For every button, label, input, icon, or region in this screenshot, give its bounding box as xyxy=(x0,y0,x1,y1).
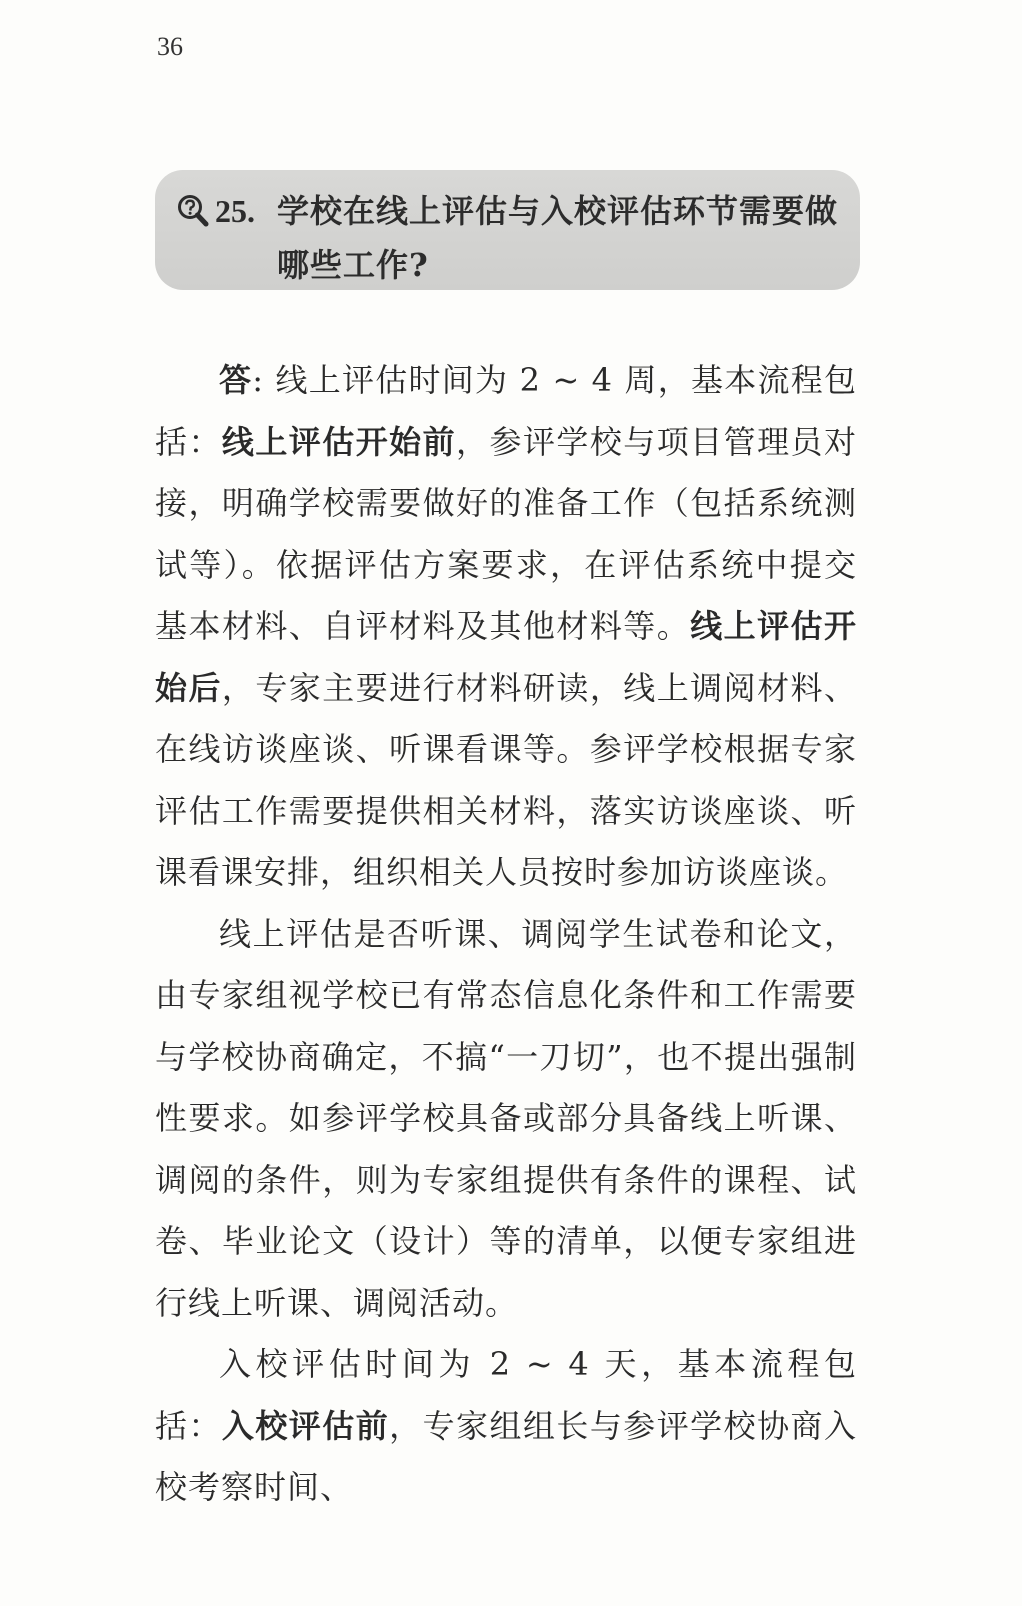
question-magnifier-icon xyxy=(177,184,215,238)
online-before-label: 线上评估开始前 xyxy=(221,422,457,461)
question-heading-box xyxy=(155,170,860,290)
paragraph-2-text: 线上评估是否听课、调阅学生试卷和论文，由专家组视学校已有常态信息化条件和工作需要与学校协商确定，不搞“一刀切”，也不提出强制性要求。如参评学校具备或部分具备线上听课、调阅的条件，则为专家组提供有条件的课程、试卷、毕业论文（设计）等的清单，以便专家组进行线上听课、调阅活动。 xyxy=(155,914,857,1322)
answer-body xyxy=(155,350,857,1519)
online-after-label: 线上评估开始后 xyxy=(155,607,857,707)
paragraph-2 xyxy=(155,904,857,1335)
paragraph-1-text-1: : 线上评估时间为 2 ~ 4 周，基本流程包括： xyxy=(155,361,857,461)
question-number: 25. xyxy=(215,193,255,229)
page-number: 36 xyxy=(157,32,183,61)
answer-label: 答 xyxy=(219,361,253,399)
paragraph-3 xyxy=(155,1334,857,1519)
campus-before-label: 入校评估前 xyxy=(221,1406,390,1445)
paragraph-3-text-1: 入校评估时间为 2 ~ 4 天，基本流程包括： xyxy=(155,1345,857,1445)
paragraph-3-text-2: ，专家组组长与参评学校协商入校考察时间、 xyxy=(155,1406,857,1506)
paragraph-1-text-3: ，专家主要进行材料研读，线上调阅材料、在线访谈座谈、听课看课等。参评学校根据专家评估工作需要提供相关材料，落实访谈座谈、听课看课安排，组织相关人员按时参加访谈座谈。 xyxy=(155,668,857,891)
paragraph-1 xyxy=(155,350,857,904)
paragraph-1-text-2: ，参评学校与项目管理员对接，明确学校需要做好的准备工作（包括系统测试等）。依据评估方案要求，在评估系统中提交基本材料、自评材料及其他材料等。 xyxy=(155,422,857,645)
question-heading xyxy=(177,184,840,292)
question-title: 学校在线上评估与入校评估环节需要做哪些工作? xyxy=(277,192,839,284)
